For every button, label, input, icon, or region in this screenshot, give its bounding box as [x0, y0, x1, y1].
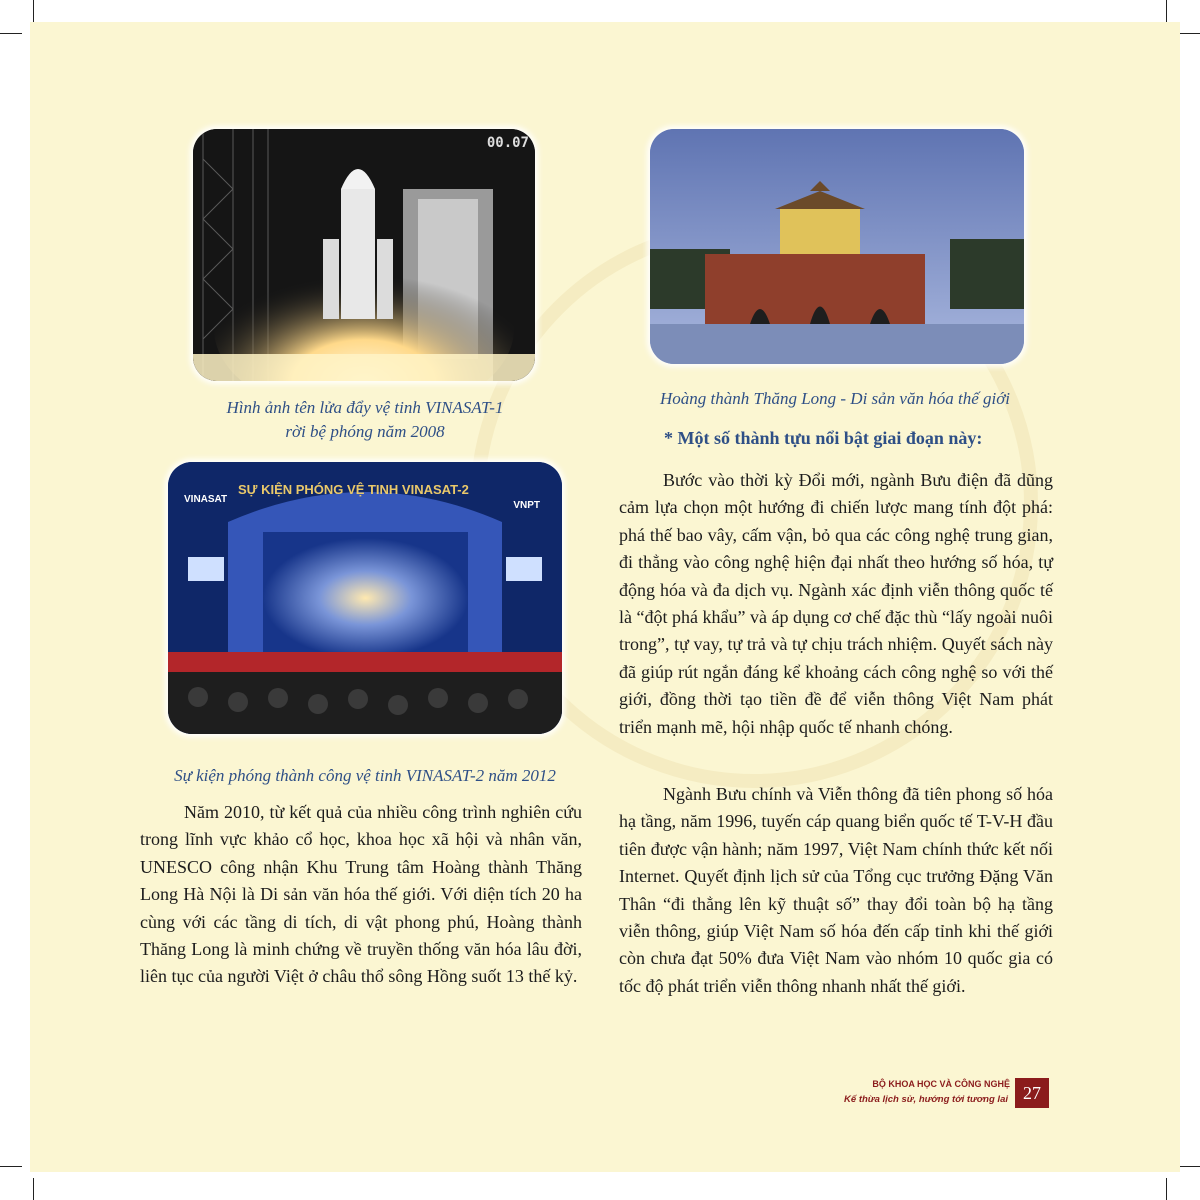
vinasat-logo: VINASAT	[184, 494, 228, 505]
footer-slogan: Kế thừa lịch sử, hướng tới tương lai	[844, 1094, 1008, 1105]
rocket-caption-line1: Hình ảnh tên lửa đẩy vệ tinh VINASAT-1	[226, 398, 504, 417]
vnpt-logo: VNPT	[513, 500, 540, 511]
crop-mark-top-left	[0, 33, 22, 34]
rocket-illustration	[193, 129, 535, 381]
crop-mark-bottom-right-v	[1166, 1178, 1167, 1200]
page-number: 27	[1015, 1078, 1049, 1108]
rocket-launch-photo	[193, 129, 535, 381]
crop-mark-bottom-left	[0, 1166, 22, 1167]
video-timestamp: 00.07	[486, 135, 529, 151]
rocket-caption	[170, 396, 560, 444]
citadel-caption: Hoàng thành Thăng Long - Di sản văn hóa thế giới	[659, 389, 1011, 408]
achievements-heading: * Một số thành tựu nổi bật giai đoạn này:	[664, 428, 983, 448]
crop-mark-top-right	[1178, 33, 1200, 34]
event-caption: Sự kiện phóng thành công vệ tinh VINASAT-2 năm 2012	[174, 766, 556, 785]
event-banner: SỰ KIỆN PHÓNG VỆ TINH VINASAT-2	[238, 482, 469, 497]
thang-long-citadel-photo	[650, 129, 1024, 364]
crop-mark-bottom-right	[1178, 1166, 1200, 1167]
vinasat2-event-photo	[168, 462, 562, 734]
paragraph-right-2: Ngành Bưu chính và Viễn thông đã tiên phong số hóa hạ tầng, năm 1996, tuyến cáp quang biển quốc tế T-V-H đầu tiên được vận hành; năm 1997, Việt Nam chính thức kết nối Internet. Quyết định lịch sử của Tổng cục trưởng Đặng Văn Thân “đi thẳng lên kỹ thuật số” thay đổi toàn bộ hạ tầng viễn thông, giúp Việt Nam số hóa đến cấp tỉnh khi thế giới còn chưa đạt 50% đưa Việt Nam vào nhóm 10 quốc gia có tốc độ phát triển viễn thông nhanh nhất thế giới.	[619, 784, 1053, 996]
crop-mark-top-right-v	[1166, 0, 1167, 22]
crop-mark-top-left-v	[33, 0, 34, 22]
citadel-illustration	[650, 129, 1024, 364]
rocket-caption-line2: rời bệ phóng năm 2008	[285, 422, 445, 441]
footer-organization: BỘ KHOA HỌC VÀ CÔNG NGHỆ	[872, 1079, 1010, 1089]
crop-mark-bottom-left-v	[33, 1178, 34, 1200]
paragraph-left: Năm 2010, từ kết quả của nhiều công trình nghiên cứu trong lĩnh vực khảo cổ học, khoa học xã hội và nhân văn, UNESCO công nhận Khu Trung tâm Hoàng thành Thăng Long Hà Nội là Di sản văn hóa thế giới. Với diện tích 20 ha cùng với các tầng di tích, di vật phong phú, Hoàng thành Thăng Long là minh chứng về truyền thống văn hóa lâu đời, liên tục của người Việt ở châu thổ sông Hồng suốt 13 thế kỷ.	[140, 802, 582, 987]
paragraph-right-1: Bước vào thời kỳ Đổi mới, ngành Bưu điện đã dũng cảm lựa chọn một hướng đi chiến lược mang tính đột phá: phá thế bao vây, cấm vận, bỏ qua các công nghệ trung gian, đi thẳng vào công nghệ hiện đại nhất theo hướng số hóa, tự động hóa và đa dịch vụ. Ngành xác định viễn thông quốc tế là “đột phá khẩu” và áp dụng cơ chế đặc thù “lấy ngoài nuôi trong”, tự vay, tự trả và tự chịu trách nhiệm. Quyết sách này đã giúp rút ngắn đáng kể khoảng cách công nghệ so với thế giới, đồng thời tạo tiền đề để viễn thông Việt Nam phát triển mạnh mẽ, hội nhập quốc tế nhanh chóng.	[619, 470, 1053, 737]
